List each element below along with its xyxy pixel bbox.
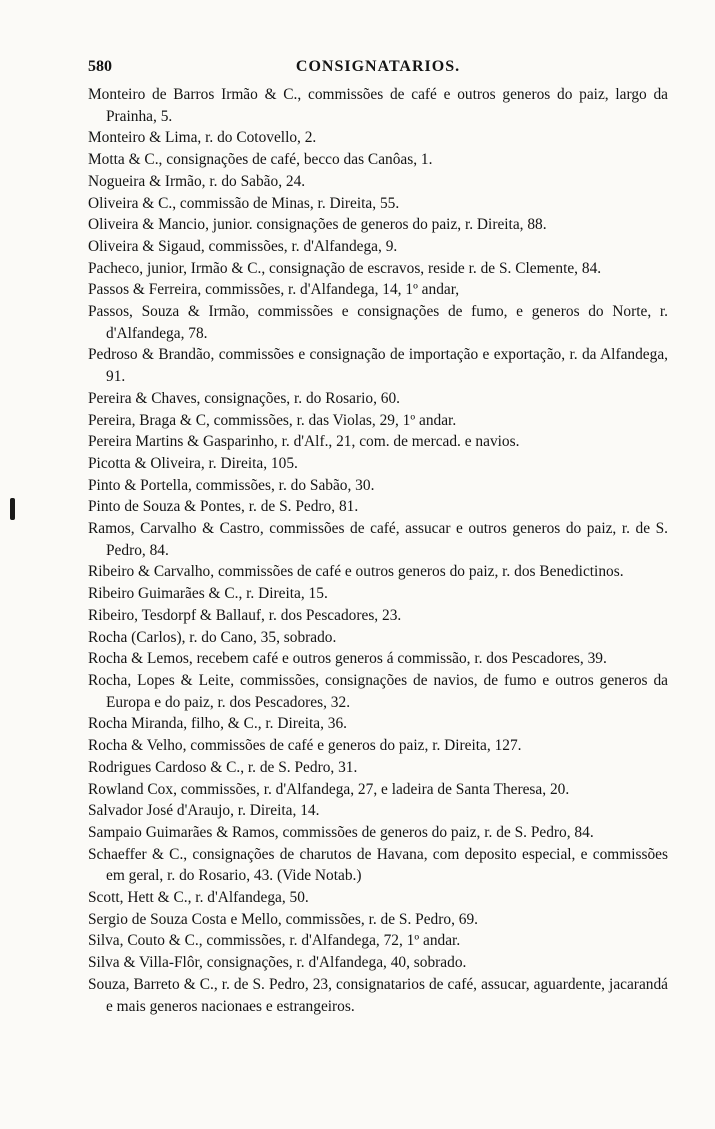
directory-entry: Rodrigues Cardoso & C., r. de S. Pedro, 31. — [88, 758, 358, 776]
directory-entries — [88, 84, 668, 1017]
directory-entry: Souza, Barreto & C., r. de S. Pedro, 23, consignatarios de café, assucar, aguardente, jacarandá e mais generos nacionaes e estrangeiros. — [88, 975, 668, 1015]
margin-mark — [10, 498, 15, 520]
directory-entry: Ribeiro Guimarães & C., r. Direita, 15. — [88, 585, 328, 603]
directory-entry: Pacheco, junior, Irmão & C., consignação de escravos, reside r. de S. Clemente, 84. — [88, 259, 602, 277]
directory-entry: Ribeiro, Tesdorpf & Ballauf, r. dos Pescadores, 23. — [88, 606, 402, 624]
directory-entry: Sampaio Guimarães & Ramos, commissões de generos do paiz, r. de S. Pedro, 84. — [88, 823, 594, 841]
directory-entry: Oliveira & Mancio, junior. consignações de generos do paiz, r. Direita, 88. — [88, 216, 547, 234]
page-number: 580 — [88, 58, 112, 75]
directory-entry: Pinto & Portella, commissões, r. do Sabão, 30. — [88, 476, 375, 494]
directory-entry: Rocha & Lemos, recebem café e outros generos á commissão, r. dos Pescadores, 39. — [88, 650, 607, 668]
directory-entry: Pinto de Souza & Pontes, r. de S. Pedro, 81. — [88, 498, 359, 516]
directory-entry: Picotta & Oliveira, r. Direita, 105. — [88, 454, 298, 472]
directory-entry: Ribeiro & Carvalho, commissões de café e outros generos do paiz, r. dos Benedictinos. — [88, 563, 624, 581]
page-header — [88, 58, 668, 82]
directory-entry: Rowland Cox, commissões, r. d'Alfandega, 27, e ladeira de Santa Theresa, 20. — [88, 780, 570, 798]
directory-entry: Passos & Ferreira, commissões, r. d'Alfandega, 14, 1º andar, — [88, 281, 460, 299]
directory-entry: Motta & C., consignações de café, becco das Canôas, 1. — [88, 151, 433, 169]
directory-entry: Salvador José d'Araujo, r. Direita, 14. — [88, 802, 320, 820]
directory-entry: Sergio de Souza Costa e Mello, commissões, r. de S. Pedro, 69. — [88, 910, 479, 928]
directory-entry: Pedroso & Brandão, commissões e consignação de importação e exportação, r. da Alfandega, 91. — [88, 346, 668, 386]
directory-entry: Oliveira & Sigaud, commissões, r. d'Alfandega, 9. — [88, 237, 398, 255]
directory-entry: Silva & Villa-Flôr, consignações, r. d'Alfandega, 40, sobrado. — [88, 954, 467, 972]
directory-entry: Passos, Souza & Irmão, commissões e consignações de fumo, e generos do Norte, r. d'Alfandega, 78. — [88, 303, 668, 342]
directory-entry: Rocha & Velho, commissões de café e generos do paiz, r. Direita, 127. — [88, 737, 522, 755]
directory-entry: Rocha (Carlos), r. do Cano, 35, sobrado. — [88, 628, 337, 646]
directory-entry: Pereira Martins & Gasparinho, r. d'Alf., 21, com. de mercad. e navios. — [88, 433, 520, 451]
directory-entry: Rocha, Lopes & Leite, commissões, consignações de navios, de fumo e outros generos da Europa e do paiz, r. dos Pescadores, 32. — [88, 671, 668, 711]
directory-entry: Monteiro & Lima, r. do Cotovello, 2. — [88, 129, 317, 147]
directory-entry: Schaeffer & C., consignações de charutos de Havana, com deposito especial, e commissões em geral, r. do Rosario, 43. (Vide Notab.) — [88, 845, 668, 885]
directory-entry: Pereira, Braga & C, commissões, r. das Violas, 29, 1º andar. — [88, 411, 457, 429]
directory-entry: Monteiro de Barros Irmão & C., commissões de café e outros generos do paiz, largo da Prainha, 5. — [88, 86, 668, 125]
directory-entry: Oliveira & C., commissão de Minas, r. Direita, 55. — [88, 194, 400, 212]
running-title: CONSIGNATARIOS. — [295, 58, 461, 75]
directory-entry: Pereira & Chaves, consignações, r. do Rosario, 60. — [88, 389, 401, 407]
directory-entry: Nogueira & Irmão, r. do Sabão, 24. — [88, 172, 306, 190]
directory-entry: Rocha Miranda, filho, & C., r. Direita, 36. — [88, 715, 348, 733]
directory-entry: Ramos, Carvalho & Castro, commissões de café, assucar e outros generos do paiz, r. de S. Pedro, 84. — [88, 520, 668, 559]
directory-entry: Scott, Hett & C., r. d'Alfandega, 50. — [88, 889, 309, 907]
directory-entry: Silva, Couto & C., commissões, r. d'Alfandega, 72, 1º andar. — [88, 932, 461, 950]
